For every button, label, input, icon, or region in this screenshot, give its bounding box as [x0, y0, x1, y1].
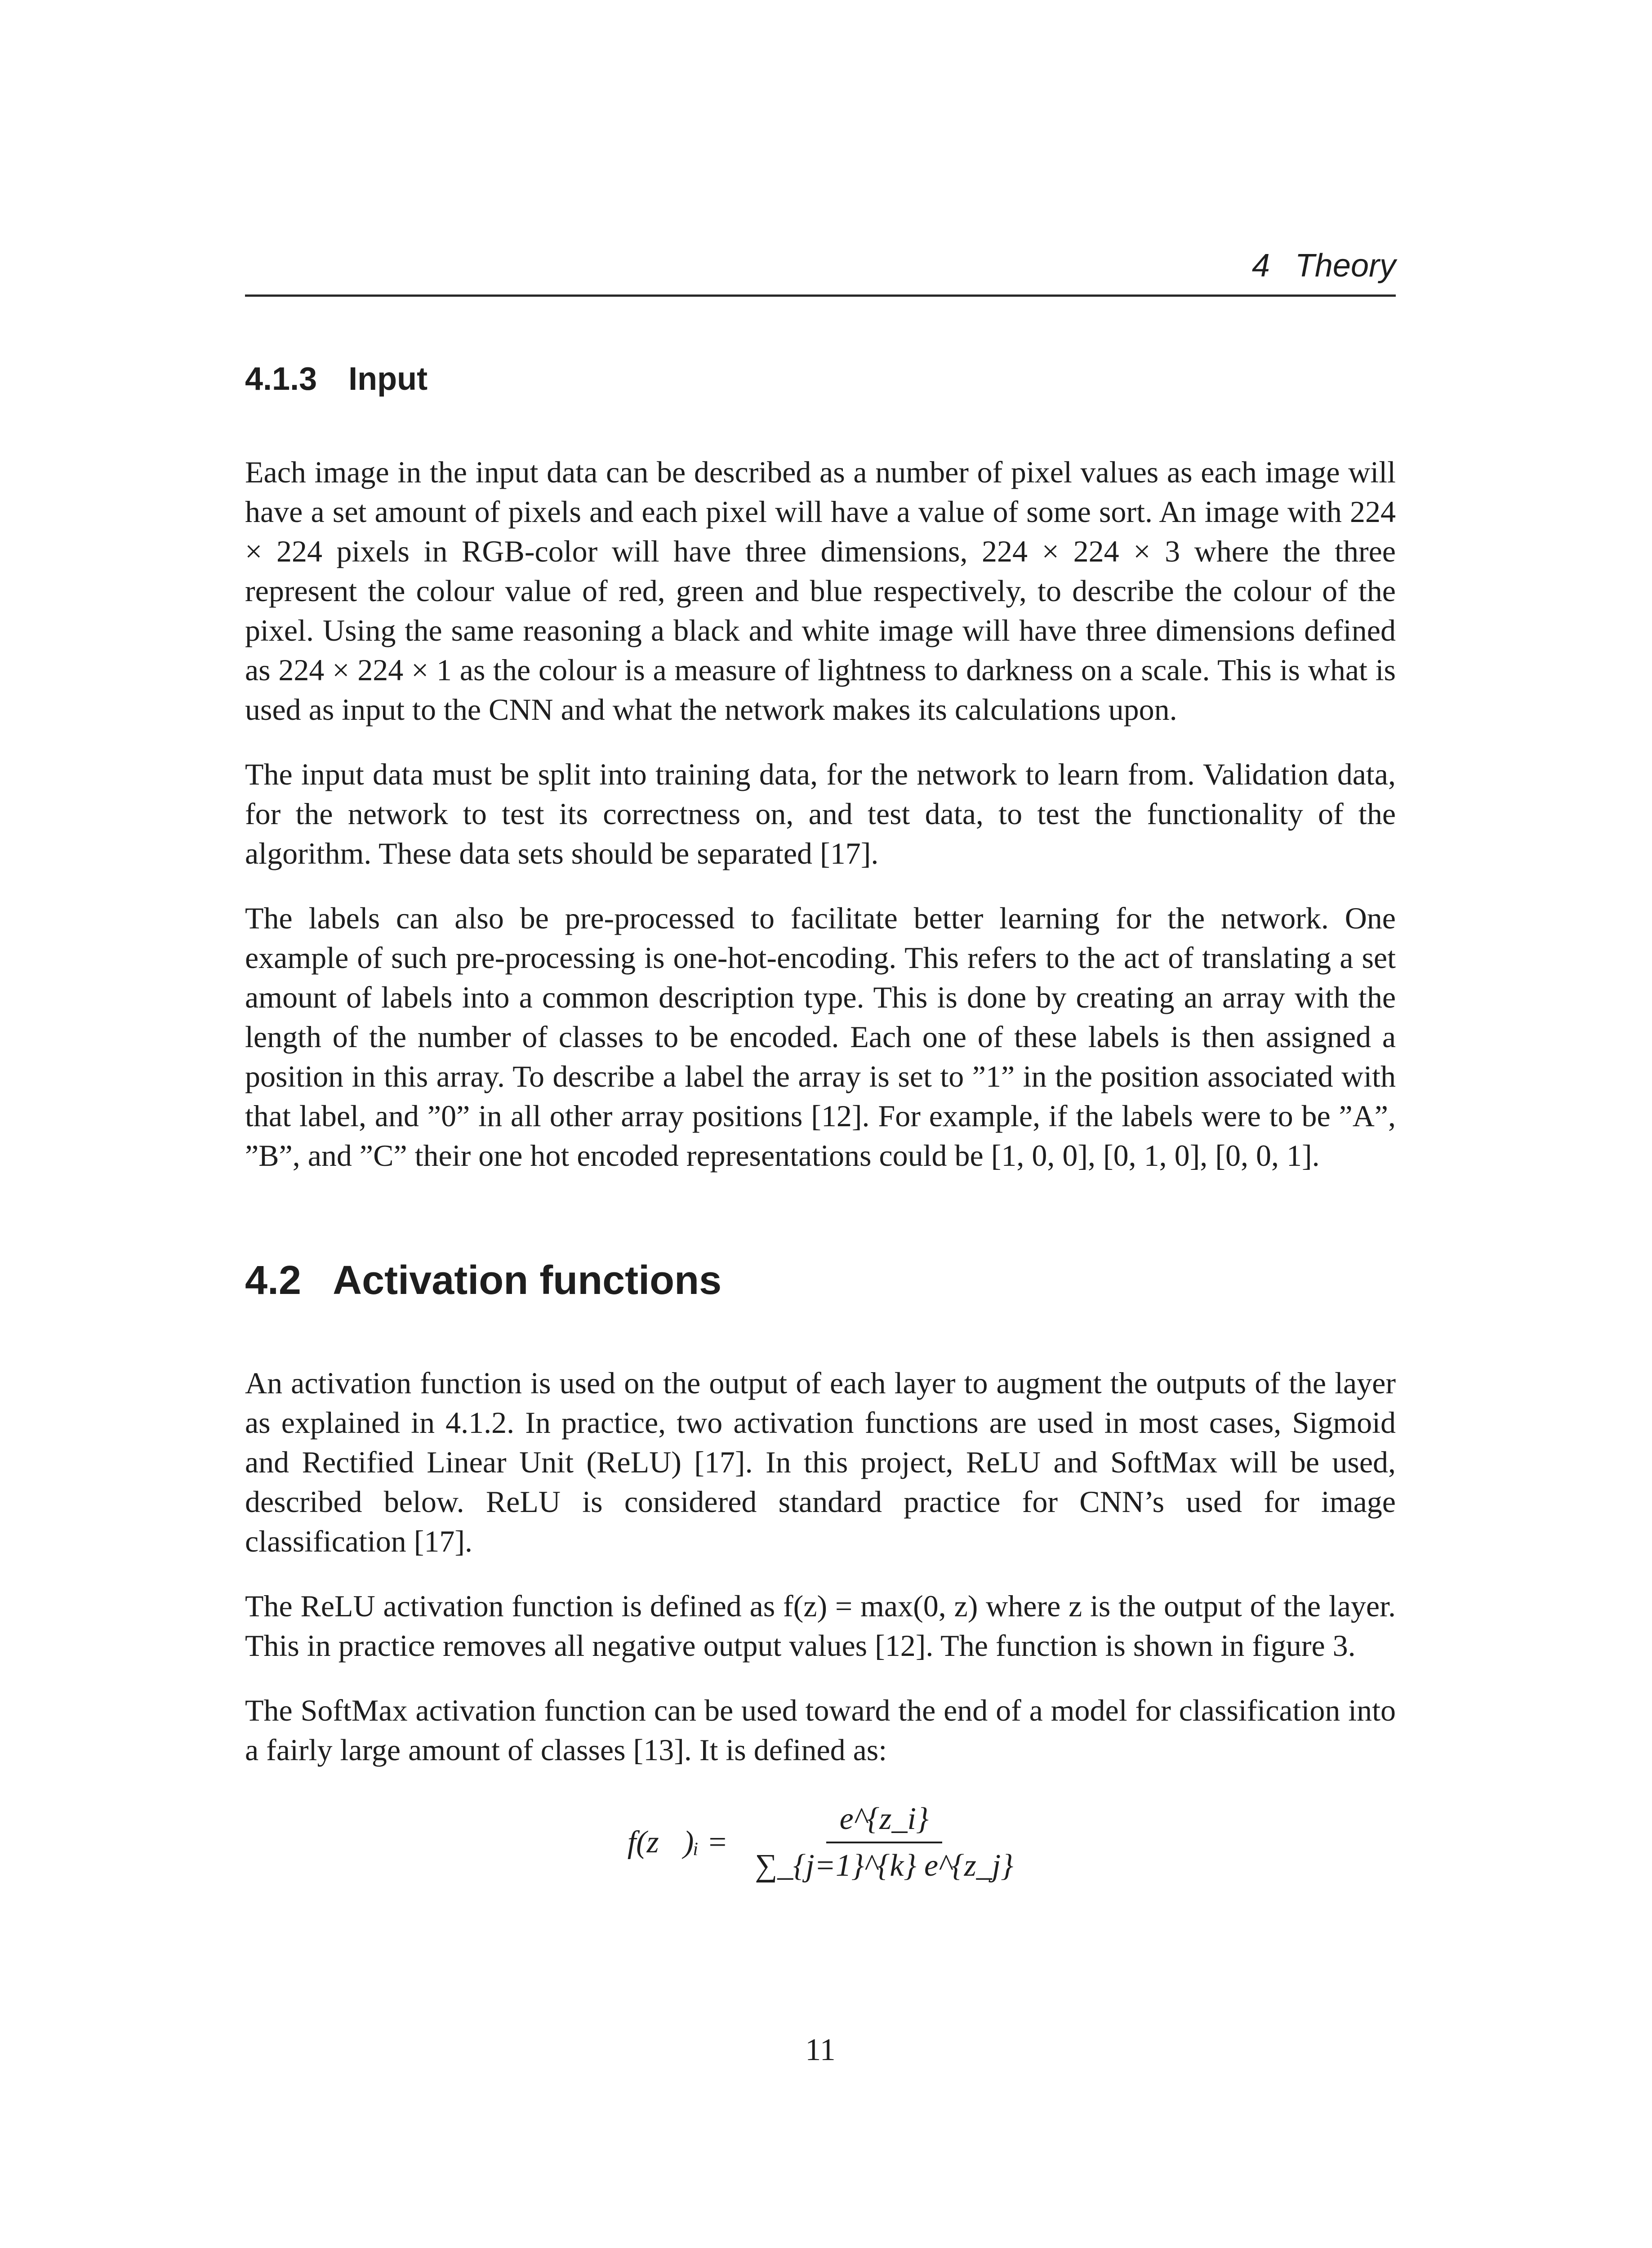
section-heading — [245, 1256, 1396, 1305]
paragraph-activation-3: The SoftMax activation function can be used toward the end of a model for classification into a fairly large amount of classes [13]. It is defined as: — [245, 1693, 1396, 1767]
equation-fraction — [755, 1801, 1013, 1884]
paragraph-input-2: The input data must be split into training data, for the network to learn from. Validation data, for the network to test its correctness on, and test data, to test the functionality of the algorithm. These data sets should be separated [17]. — [245, 757, 1396, 871]
softmax-equation — [245, 1801, 1396, 1905]
subsection-number: 4.1.3 — [245, 361, 317, 397]
equation-numerator: e^{z_i} — [826, 1801, 942, 1843]
subsection-title: Input — [348, 361, 428, 397]
header-chapter-number: 4 — [1251, 248, 1270, 284]
section-title: Activation functions — [333, 1258, 722, 1303]
page-number: 11 — [805, 2033, 836, 2067]
header-chapter-title: Theory — [1295, 248, 1396, 284]
paragraph-activation-2: The ReLU activation function is defined as f(z) = max(0, z) where z is the output of the layer. This in practice removes all negative output values [12]. The function is shown in figure 3. — [245, 1589, 1396, 1663]
main-content — [245, 360, 1396, 1905]
subsection-heading — [245, 360, 1396, 398]
equation-lhs: f(z⃗)ᵢ = — [627, 1825, 728, 1860]
section-number: 4.2 — [245, 1258, 302, 1303]
equation-denominator: ∑_{j=1}^{k} e^{z_j} — [755, 1848, 1014, 1883]
running-header — [245, 247, 1396, 297]
equation-body — [628, 1801, 1014, 1884]
paragraph-input-3: The labels can also be pre-processed to facilitate better learning for the network. One example of such pre-processing is one-hot-encoding. This refers to the act of translating a set amount of labels into a common description type. This is done by creating an array with the length of the number of classes to be encoded. Each one of these labels is then assigned a position in this array. To describe a label the array is set to ”1” in the position associated with that label, and ”0” in all other array positions [12]. For example, if the labels were to be ”A”, ”B”, and ”C” their one hot encoded representations could be [1, 0, 0], [0, 1, 0], [0, 0, 1]. — [245, 901, 1396, 1173]
paragraph-input-1: Each image in the input data can be described as a number of pixel values as each image will have a set amount of pixels and each pixel will have a value of some sort. An image with 224 × 224 pixels in RGB-color will have three dimensions, 224 × 224 × 3 where the three represent the colour value of red, green and blue respectively, to describe the colour of the pixel. Using the same reasoning a black and white image will have three dimensions defined as 224 × 224 × 1 as the colour is a measure of lightness to darkness on a scale. This is what is used as input to the CNN and what the network makes its calculations upon. — [245, 455, 1396, 727]
paragraph-activation-1: An activation function is used on the output of each layer to augment the outputs of the layer as explained in 4.1.2. In practice, two activation functions are used in most cases, Sigmoid and Rectified Linear Unit (ReLU) [17]. In this project, ReLU and SoftMax will be used, described below. ReLU is considered standard practice for CNN’s used for image classification [17]. — [245, 1366, 1396, 1559]
